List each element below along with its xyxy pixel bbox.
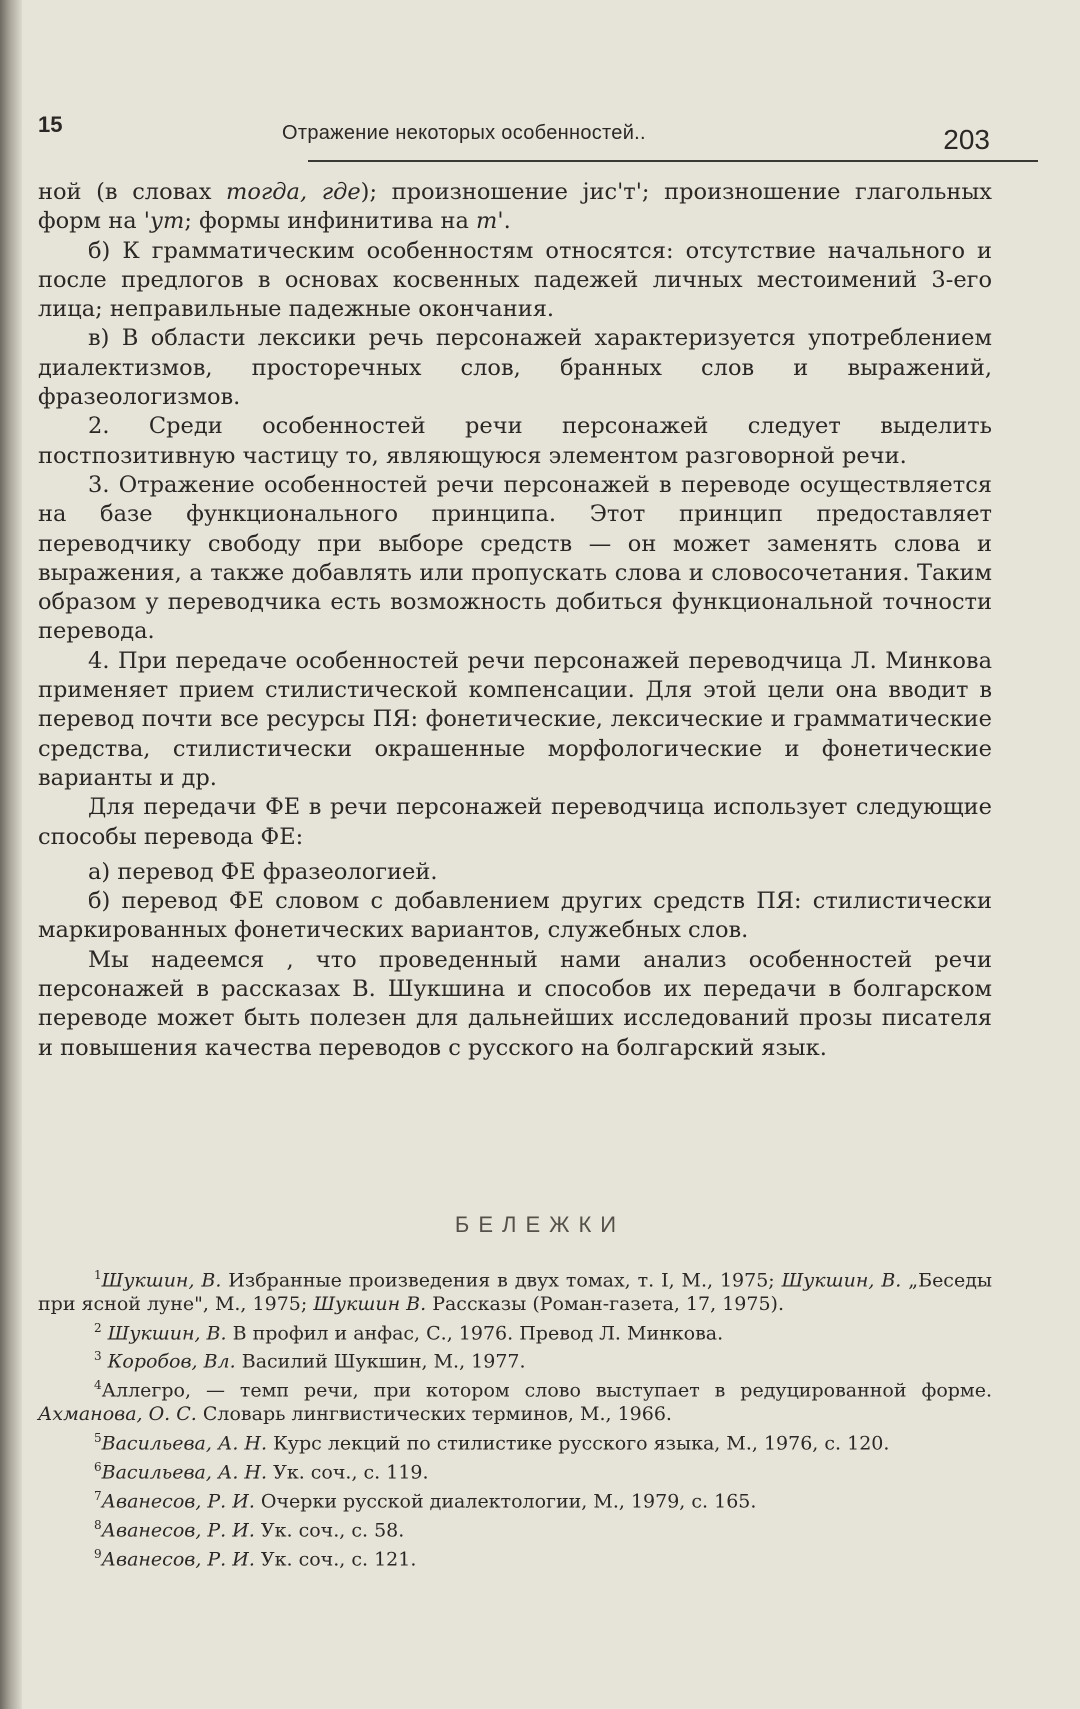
italic-text: Ахманова, О. С. [38,1403,197,1426]
italic-text: ут [149,208,185,235]
text-run: ; формы инфинитива на [184,208,477,235]
paragraph: 3. Отражение особенностей речи персонажей в переводе осуществляется на базе функционального принципа. Этот принцип предоставляет переводчику свободу при выборе средств — он может заменять слова и выражения, а также добавлять или пропускать слова и словосочетания. Таким образом у переводчика есть возможность добиться функциональной точности перевода. [38,471,992,645]
text-run: Ук. соч., с. 58. [254,1518,405,1541]
main-text [38,178,992,1063]
text-run: Избранные произведения в двух томах, т. I, М., 1975; [221,1269,782,1292]
footnote-marker: 8 [94,1517,102,1532]
text-run: Ук. соч., с. 121. [254,1547,417,1570]
footnote [38,1345,992,1374]
paragraph [38,178,992,237]
page-number: 203 [943,124,990,155]
paragraph: а) перевод ФЕ фразеологией. [88,858,438,885]
paragraph: б) К грамматическим особенностям относятся: отсутствие начального и после предлогов в основах косвенных падежей личных местоимений 3-его лица; неправильные падежные окончания. [38,237,992,323]
footnote-marker: 2 [94,1320,102,1335]
paragraph: 2. Среди особенностей речи персонажей следует выделить постпозитивную частицу то, являющуюся элементом разговорной речи. [38,413,992,469]
footnote [38,1264,992,1317]
footnote [38,1317,992,1346]
italic-text: Шукшин, В. [781,1269,902,1292]
footnote-marker: 1 [94,1268,102,1282]
text-run: Словарь лингвистических терминов, М., 1966. [196,1403,672,1426]
italic-text: Аванесов, Р. И. [101,1518,255,1541]
paragraph: Для передачи ФЕ в речи персонажей переводчица использует следующие способы перевода ФЕ: [38,794,992,850]
footnote-marker: 3 [94,1349,102,1364]
italic-text: тогда, где [226,179,361,205]
italic-text: Коробов, Вл. [101,1350,236,1373]
text-run: Аллегро, — темп речи, при котором слово выступает в редуцированной форме. [101,1379,992,1402]
text-run: В профил и анфас, С., 1976. Превод Л. Минкова. [226,1321,724,1344]
footnote-marker: 7 [94,1488,102,1503]
running-header [38,112,996,162]
italic-text: т' [476,208,504,235]
text-run: ); произношение јис'т'; произношение глагольных форм на ' [38,179,992,235]
italic-text: Аванесов, Р. И. [101,1547,255,1570]
paragraph: в) В области лексики речь персонажей характеризуется употреблением диалектизмов, просторечных слов, бранных слов и выражений, фразеологизмов. [38,325,992,411]
italic-text: Шукшин, В. [101,1269,222,1292]
italic-text: Васильева, А. Н. [101,1432,268,1455]
italic-text: Шукшин, В. [101,1321,227,1344]
notes-heading: БЕЛЕЖКИ [454,1212,626,1237]
paragraph: Мы надеемся , что проведенный нами анализ особенностей речи персонажей в рассказах В. Шукшина и способов их передачи в болгарском переводе может быть полезен для дальнейших исследований прозы писателя и повышения качества переводов с русского на болгарский язык. [38,946,992,1061]
italic-text: Васильева, А. Н. [101,1461,268,1484]
text-run: Ук. соч., с. 119. [267,1461,429,1484]
text-run: ной (в словах [38,179,227,205]
text-run: „Беседы при ясной луне", М., 1975; [38,1269,993,1315]
text-run: Василий Шукшин, М., 1977. [235,1350,526,1373]
paragraph: б) перевод ФЕ словом с добавлением других средств ПЯ: стилистически маркированных фонетических вариантов, служебных слов. [38,888,992,944]
text-run: Курс лекций по стилистике русского языка, М., 1976, с. 120. [267,1432,890,1455]
footnote [38,1427,992,1456]
footnote [38,1374,992,1427]
text-run: Рассказы (Роман-газета, 17, 1975). [426,1292,785,1315]
footnote [38,1485,992,1514]
footnote [38,1543,992,1572]
footnotes [38,1264,992,1571]
footnote-marker: 5 [94,1430,102,1445]
paragraph: 4. При передаче особенностей речи персонажей переводчица Л. Минкова применяет прием стилистической компенсации. Для этой цели она вводит в перевод почти все ресурсы ПЯ: фонетические, лексические и грамматические средства, стилистически окрашенные морфологические и фонетические варианты и др. [38,647,992,791]
page-binding-shadow [0,0,22,1709]
footnote-marker: 4 [94,1378,102,1393]
footnote [38,1514,992,1543]
text-run: . [503,208,511,235]
footnote-marker: 6 [94,1459,102,1474]
text-run: Очерки русской диалектологии, М., 1979, с. 165. [254,1490,757,1513]
italic-text: Аванесов, Р. И. [101,1490,255,1513]
running-title: Отражение некоторых особенностей.. [282,122,646,144]
header-rule [308,160,1038,162]
footnote-marker: 9 [94,1546,102,1561]
footnote [38,1456,992,1485]
italic-text: Шукшин В. [313,1292,427,1315]
header-left-number: 15 [38,112,63,137]
